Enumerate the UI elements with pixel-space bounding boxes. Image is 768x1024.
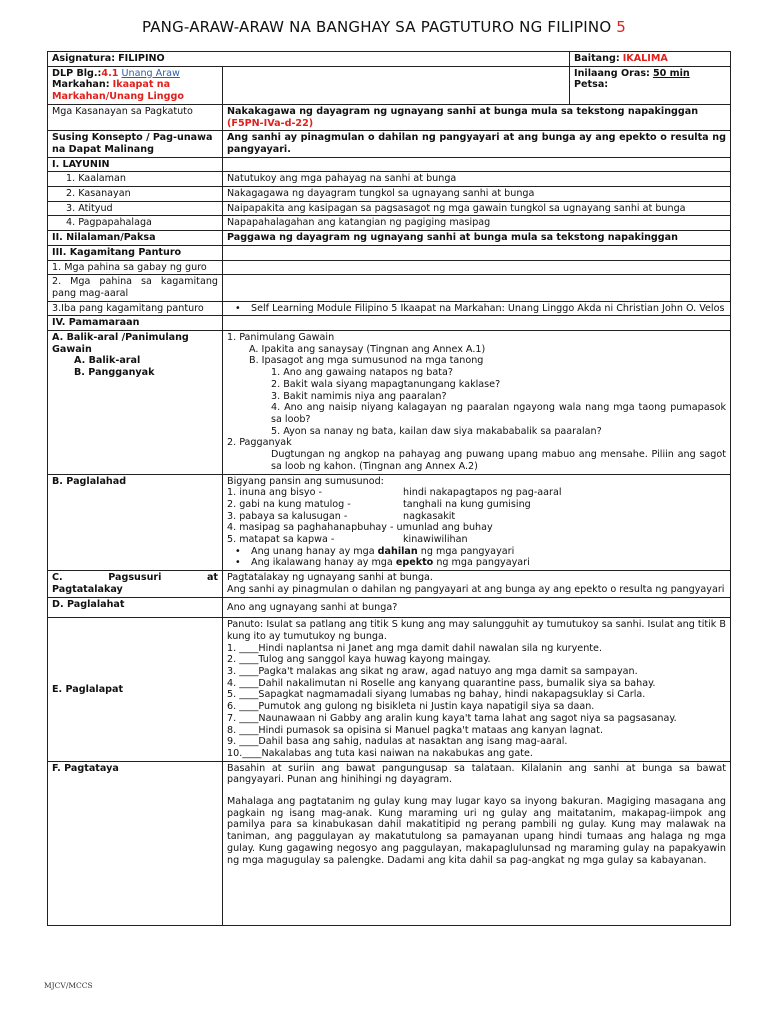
exercise-item: 1. ____Hindi naplantsa ni Janet ang mga damit dahil nawalan sila ng kuryente. — [227, 642, 602, 654]
lesson-plan-table — [47, 51, 731, 926]
kagamitan-resource: • Self Learning Module Filipino 5 Ikaapat na Markahan: Unang Linggo Akda ni Christian John O. Velos — [227, 303, 726, 315]
row-paglalapat — [48, 618, 731, 761]
page-title: PANG-ARAW-ARAW NA BANGHAY SA PAGTUTURO NG FILIPINO 5 — [141, 18, 627, 36]
balik-aral-label: A. Balik-aral /Panimulang Gawain A. Balik-aral B. Pangganyak — [48, 331, 223, 474]
exercise-item: 5. ____Sapagkat nagmamadali siyang lumabas ng bahay, hindi nakapagsuklay si Carla. — [227, 689, 646, 701]
layunin-text: Napapahalagahan ang katangian ng pagiging masipag — [223, 216, 731, 231]
row-kagamitan-2 — [48, 275, 731, 301]
dlp-number: 4.1 — [101, 67, 119, 79]
row-layunin-3 — [48, 201, 731, 216]
nilalaman-text: Paggawa ng dayagram ng ugnayang sanhi at bunga mula sa tekstong napakinggan — [223, 231, 731, 246]
row-paglalahad — [48, 474, 731, 571]
layunin-heading: I. LAYUNIN — [48, 157, 223, 172]
balik-aral-content: 1. Panimulang Gawain A. Ipakita ang sanaysay (Tingnan ang Annex A.1) B. Ipasagot ang mga sumusunod na mga tanong 1. Ano ang gawaing natapos ng bata? 2. Bakit wala siyang mapagtanungang kaklase? 3. Bakit namimis niya ang paaralan? 4. Ano ang naisip niyang kalagayan ng paaralan ngayong wala nang mga taong pumapasok sa loob? 5. Ayon sa nanay ng bata, kailan daw siya makababalik sa paaralan? 2. Pagganyak Dugtungan ng angkop na pahayag ang puwang upang mabuo ang mensahe. Piliin ang sagot sa loob ng kahon. (Tingnan ang Annex A.2) — [223, 331, 731, 474]
row-layunin-2 — [48, 187, 731, 202]
konsepto-text: Ang sanhi ay pinagmulan o dahilan ng pangyayari at ang bunga ay ang epekto o resulta ng pangyayari. — [223, 131, 731, 157]
pagsusuri-label: C. Pagsusuri at Pagtatalakay — [48, 571, 223, 597]
dlp-blank-cell — [223, 66, 570, 104]
layunin-text: Nakagagawa ng dayagram tungkol sa ugnayang sanhi at bunga — [223, 187, 731, 202]
row-asignatura — [48, 52, 731, 67]
layunin-label: 1. Kaalaman — [48, 172, 223, 187]
kasanayan-text: Nakakagawa ng dayagram ng ugnayang sanhi at bunga mula sa tekstong napakinggan (F5PN-IVa-d-22) — [223, 104, 731, 130]
row-kagamitan-3 — [48, 301, 731, 316]
dlp-cell: DLP Blg.:4.1 Unang Araw Markahan: Ikaapat na Markahan/Unang Linggo — [48, 66, 223, 104]
exercise-item: 4. ____Dahil nakalimutan ni Roselle ang kanyang quarantine pass, bumalik siya sa bahay. — [227, 677, 656, 689]
kagamitan-item: 2. Mga pahina sa kagamitang pang mag-aaral — [48, 275, 223, 301]
row-dlp — [48, 66, 731, 104]
paglalahad-label: B. Paglalahad — [48, 474, 223, 571]
markahan-value: Ikaapat na Markahan/Unang Linggo — [52, 79, 184, 103]
pagtataya-content: Basahin at suriin ang bawat pangungusap sa talataan. Kilalanin ang sanhi at bunga sa bawat pangyayari. Punan ang hinihingi ng dayagram. Mahalaga ang pagtatanim ng gulay kung may lugar kayo sa inyong bakuran. Magiging masagana ang pagkain ng isang mag-anak. Kung maraming uri ng gulay ang maitatanim, makapag-iimpok ang pamilya para sa kinabukasan dahil makatitipid ng perang pambili ng gulay. Kung may malawak na taniman, ang paggulayan ay makatutulong sa pamayanan upang hindi tumaas ang halaga ng mga gulay. Kung gagawing negosyo ang paggulayan, makapaglulunsad ng maraming gulay na papakyawin ng mga magugulay sa palengke. Dadami ang kita dahil sa pag-angkat ng mga gulay sa kabayanan. — [223, 761, 731, 925]
row-konsepto — [48, 131, 731, 157]
paglalahad-content: Bigyang pansin ang sumusunod: 1. inuna ang bisyo - hindi nakapagtapos ng pag-aaral 2. gabi na kung matulog - tanghali na kung gumising 3. pabaya sa kalusugan - nagkasakit 4. masipag sa paghahanapbuhay - umunlad ang buhay 5. matapat sa kapwa - kinawiwilihan • Ang unang hanay ay mga dahilan ng mga pangyayari • Ang ikalawang hanay ay mga epekto ng mga pangyayari — [223, 474, 731, 571]
pair-row: 2. gabi na kung matulog - tanghali na kung gumising — [227, 498, 531, 510]
row-kagamitan-heading — [48, 245, 731, 260]
exercise-item: 3. ____Pagka't malakas ang sikat ng araw, agad natuyo ang mga damit sa sampayan. — [227, 666, 638, 678]
row-paglalahat — [48, 597, 731, 618]
layunin-label: 3. Atityud — [48, 201, 223, 216]
bullet-epekto: • Ang ikalawang hanay ay mga epekto ng mga pangyayari — [227, 557, 726, 569]
exercise-item: 9. ____Dahil basa ang sahig, nadulas at nasaktan ang isang mag-aaral. — [227, 736, 568, 748]
kagamitan-item: 1. Mga pahina sa gabay ng guro — [48, 260, 223, 275]
row-kagamitan-1 — [48, 260, 731, 275]
row-pamamaraan-heading — [48, 316, 731, 331]
exercise-item: 7. ____Naunawaan ni Gabby ang aralin kung kaya't tama lahat ang sagot niya sa pagsasanay. — [227, 712, 677, 724]
oras-value: 50 min — [652, 67, 690, 79]
pagsusuri-content: Pagtatalakay ng ugnayang sanhi at bunga. Ang sanhi ay pinagmulan o dahilan ng pangyayari at ang bunga ay ang epekto o resulta ng pangyayari — [223, 571, 731, 597]
pamamaraan-heading: IV. Pamamaraan — [48, 316, 223, 331]
bullet-dahilan: • Ang unang hanay ay mga dahilan ng mga pangyayari — [227, 546, 726, 558]
pair-row: 4. masipag sa paghahanapbuhay - umunlad ang buhay — [227, 522, 493, 534]
paglalahat-content: Ano ang ugnayang sanhi at bunga? — [223, 597, 731, 618]
row-nilalaman — [48, 231, 731, 246]
row-pagtataya — [48, 761, 731, 925]
exercise-item: 6. ____Pumutok ang gulong ng bisikleta ni Justin kaya napatigil siya sa daan. — [227, 701, 595, 713]
paglalapat-label: E. Paglalapat — [48, 618, 223, 761]
oras-cell: Inilaang Oras: 50 min Petsa: — [570, 66, 731, 104]
paglalapat-content: Panuto: Isulat sa patlang ang titik S kung ang may salungguhit ay tumutukoy sa sanhi. Isulat ang titik B kung ito ay tumutukoy ng bunga. 1. ____Hindi naplantsa ni Janet ang mga damit dahil nawalan sila ng kuryente. 2. ____Tulog ang sanggol kaya huwag kayong maingay. 3. ____Pagka't malakas ang sikat ng araw, agad natuyo ang mga damit sa sampayan. 4. ____Dahil nakalimutan ni Roselle ang kanyang quarantine pass, bumalik siya sa bahay. 5. ____Sapagkat nagmamadali siyang lumabas ng bahay, hindi nakapagsuklay si Carla. 6. ____Pumutok ang gulong ng bisikleta ni Justin kaya napatigil siya sa daan. 7. ____Naunawaan ni Gabby ang aralin kung kaya't tama lahat ang sagot niya sa pagsasanay. 8. ____Hindi pumasok sa opisina si Manuel pagka't mataas ang kanyan lagnat. 9. ____Dahil basa ang sahig, nadulas at nasaktan ang isang mag-aaral. 10.____Nakalabas ang tuta kasi naiwan na nakabukas ang gate. — [223, 618, 731, 761]
baitang-value: IKALIMA — [622, 53, 668, 64]
nilalaman-label: II. Nilalaman/Paksa — [48, 231, 223, 246]
layunin-label: 4. Pagpapahalaga — [48, 216, 223, 231]
petsa-label: Petsa: — [574, 79, 609, 91]
row-pagsusuri — [48, 571, 731, 597]
row-balik-aral — [48, 331, 731, 474]
layunin-text: Natutukoy ang mga pahayag na sanhi at bunga — [223, 172, 731, 187]
row-layunin-4 — [48, 216, 731, 231]
kagamitan-heading: III. Kagamitang Panturo — [48, 245, 223, 260]
dlp-day: Unang Araw — [121, 67, 180, 79]
layunin-text: Naipapakita ang kasipagan sa pagsasagot ng mga gawain tungkol sa ugnayang sanhi at bunga — [223, 201, 731, 216]
pagtataya-label: F. Pagtataya — [48, 761, 223, 925]
kagamitan-item: 3.Iba pang kagamitang panturo — [48, 301, 223, 316]
kasanayan-label: Mga Kasanayan sa Pagkatuto — [48, 104, 223, 130]
pagtataya-paragraph: Mahalaga ang pagtatanim ng gulay kung may lugar kayo sa inyong bakuran. Magiging masagana ang pagkain ng isang mag-anak. Kung maraming uri ng gulay ang maitatanim, makapag-iimpok ang pamilya para sa kinabukasan dahil makatitipid ng perang pambili ng gulay. Kung may malawak na taniman, ang paggulayan ay makatutulong sa pamayanan upang hindi tumaas ang halaga ng mga gulay. Kung gagawing negosyo ang paggulayan, makapaglulunsad ng maraming gulay na papakyawin ng mga magugulay sa palengke. Dadami ang kita dahil sa pag-angkat ng mga gulay sa kabayanan. — [227, 796, 726, 866]
footer-initials: MJCV/MCCS — [44, 981, 93, 990]
pair-row: 5. matapat sa kapwa - kinawiwilihan — [227, 534, 468, 546]
konsepto-label: Susing Konsepto / Pag-unawa na Dapat Malinang — [48, 131, 223, 157]
layunin-label: 2. Kasanayan — [48, 187, 223, 202]
baitang-cell: Baitang: IKALIMA — [570, 52, 731, 67]
paglalahat-label: D. Paglalahat — [48, 597, 223, 618]
pair-row: 1. inuna ang bisyo - hindi nakapagtapos ng pag-aaral — [227, 487, 562, 499]
kasanayan-code: (F5PN-IVa-d-22) — [227, 117, 314, 129]
pair-row: 3. pabaya sa kalusugan - nagkasakit — [227, 510, 456, 522]
row-layunin-1 — [48, 172, 731, 187]
exercise-item: 10.____Nakalabas ang tuta kasi naiwan na nakabukas ang gate. — [227, 747, 533, 759]
exercise-item: 8. ____Hindi pumasok sa opisina si Manuel pagka't mataas ang kanyan lagnat. — [227, 724, 603, 736]
grade-number: 5 — [616, 18, 627, 36]
asignatura-value: FILIPINO — [118, 53, 165, 64]
exercise-item: 2. ____Tulog ang sanggol kaya huwag kayong maingay. — [227, 654, 491, 666]
row-kasanayan — [48, 104, 731, 130]
asignatura-cell: Asignatura: FILIPINO — [48, 52, 570, 67]
row-layunin-heading — [48, 157, 731, 172]
